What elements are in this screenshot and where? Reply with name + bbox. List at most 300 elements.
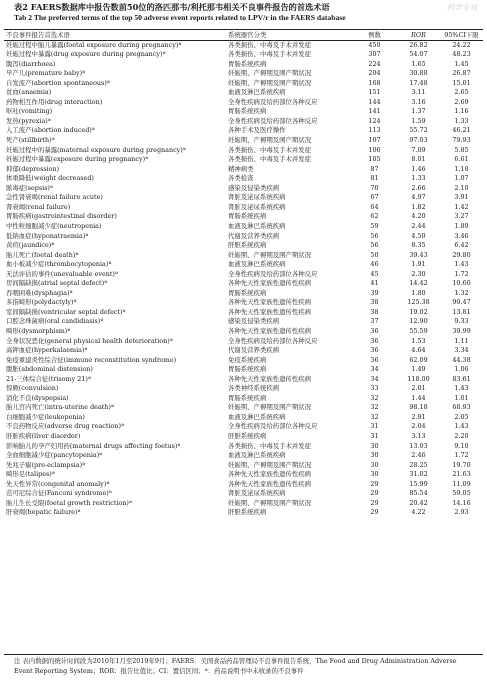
cell-preferred-term: 白细胞减少症(leukopenia) — [6, 412, 85, 421]
cell-ror: 2.01 — [411, 384, 426, 393]
cell-ror: 2.04 — [411, 422, 426, 431]
cell-system-organ-class: 胃肠系统疾病 — [228, 365, 267, 374]
table-row — [4, 97, 483, 107]
cell-preferred-term: 无法评估的事件(unevaluable event)ª — [6, 269, 118, 278]
cell-count: 38 — [370, 307, 379, 316]
cell-preferred-term: 自发流产(abortion spontaneous)ª — [6, 78, 110, 87]
cell-preferred-term: 免疫重建炎性综合征(immune reconstitution syndrome) — [6, 355, 177, 364]
cell-preferred-term: 口腔念珠菌病(oral candidiasis)ª — [6, 317, 104, 326]
cell-ror: 8.35 — [411, 241, 426, 250]
cell-count: 36 — [370, 355, 379, 364]
cell-preferred-term: 腹泻(diarrhoea) — [6, 59, 56, 68]
cell-count: 151 — [368, 88, 381, 97]
table-row — [4, 78, 483, 88]
cell-ror: 118.00 — [407, 374, 430, 383]
cell-preferred-term: 胎儿宫内死亡(intra-uterine death)ª — [6, 403, 114, 412]
table-row — [4, 336, 483, 346]
cell-preferred-term: 全血细胞减少症(pancytopenia)ª — [6, 451, 103, 460]
cell-preferred-term: 胎儿生长受限(foetal growth restriction)ª — [6, 498, 132, 507]
cell-system-organ-class: 肝胆系统疾病 — [228, 431, 267, 440]
cell-preferred-term: 肝脏疾病(liver disorder) — [6, 431, 81, 440]
cell-ci-lower: 29.80 — [452, 250, 471, 259]
cell-system-organ-class: 感染及侵染类疾病 — [228, 183, 280, 192]
cell-preferred-term: 房间隔缺损(atrial septal defect)ª — [6, 279, 108, 288]
table-footnote: 注 表内数据的统计时间段为2010年1月至2019年9月；FAERS：美国食品药品管理局不良事件报告系统，The Food and Drug Administration Adverse Event Reporting System；ROR：报告比值比；CI：置信区间；ª：药品说明书中未收录的不良事件 — [14, 657, 457, 675]
cell-ci-lower: 44.38 — [452, 355, 471, 364]
cell-ror: 1.82 — [411, 202, 426, 211]
cell-preferred-term: 胎儿死亡(foetal death)ª — [6, 250, 79, 259]
table-row — [4, 107, 483, 117]
table-row — [4, 231, 483, 241]
cell-system-organ-class: 妊娠期、产褥期及围产期状况 — [228, 403, 312, 412]
cell-ror: 62.09 — [409, 355, 428, 364]
cell-system-organ-class: 妊娠期、产褥期及围产期状况 — [228, 136, 312, 145]
cell-system-organ-class: 血液及淋巴系统疾病 — [228, 88, 286, 97]
cell-system-organ-class: 各种先天性家族性遗传性疾病 — [228, 326, 312, 335]
cell-preferred-term: 吞咽困难(dysphagia)ª — [6, 288, 73, 297]
cell-ci-lower: 59.05 — [452, 489, 471, 498]
cell-count: 87 — [370, 164, 379, 173]
cell-system-organ-class: 代谢及营养类疾病 — [228, 346, 280, 355]
table-row — [4, 260, 483, 270]
cell-preferred-term: 中性粒细胞减少症(neutropenia) — [6, 221, 102, 230]
table-row — [4, 393, 483, 403]
cell-preferred-term: 死产(stillbirth)ª — [6, 136, 55, 145]
table-row — [4, 269, 483, 279]
cell-ror: 1.49 — [411, 365, 426, 374]
cell-system-organ-class: 全身性疾病及给药部位各种反应 — [228, 97, 318, 106]
header-preferred-term: 不良事件报告首选术语 — [6, 30, 70, 39]
cell-ci-lower: 21.63 — [452, 470, 471, 479]
cell-count: 31 — [370, 422, 379, 431]
cell-system-organ-class: 血液及淋巴系统疾病 — [228, 221, 286, 230]
cell-ror: 85.54 — [409, 489, 428, 498]
adverse-event-table — [4, 30, 483, 517]
cell-count: 56 — [370, 241, 379, 250]
cell-preferred-term: 畸形足(talipes)ª — [6, 470, 55, 479]
cell-ci-lower: 6.42 — [454, 241, 469, 250]
cell-preferred-term: 抑郁(depression) — [6, 164, 60, 173]
cell-ror: 55.72 — [409, 126, 428, 135]
table-row — [4, 346, 483, 356]
cell-preferred-term: 妊娠过程中胎儿暴露(foetal exposure during pregnancy)ª — [6, 40, 182, 49]
cell-system-organ-class: 代谢及营养类疾病 — [228, 231, 280, 240]
cell-preferred-term: 高钾血症(hyperkalaemia)ª — [6, 346, 88, 355]
cell-ror: 20.42 — [409, 498, 428, 507]
cell-count: 70 — [370, 183, 379, 192]
cell-count: 144 — [368, 97, 381, 106]
cell-ci-lower: 2.05 — [454, 412, 469, 421]
cell-system-organ-class: 免疫系统疾病 — [228, 355, 267, 364]
cell-ci-lower: 11.09 — [452, 479, 471, 488]
cell-ror: 2.44 — [411, 221, 426, 230]
cell-system-organ-class: 各类检查 — [228, 174, 254, 183]
cell-ror: 2.30 — [411, 269, 426, 278]
cell-count: 45 — [370, 269, 379, 278]
cell-ci-lower: 5.85 — [454, 145, 469, 154]
cell-count: 59 — [370, 221, 379, 230]
cell-system-organ-class: 血液及淋巴系统疾病 — [228, 260, 286, 269]
cell-preferred-term: 脓毒症(sepsis)ª — [6, 183, 53, 192]
cell-preferred-term: 妊娠过程中暴露(drug exposure during pregnancy)ª — [6, 50, 166, 59]
cell-system-organ-class: 全身性疾病及给药部位各种反应 — [228, 116, 318, 125]
cell-preferred-term: 腹胀(abdominal distension) — [6, 365, 93, 374]
cell-ror: 8.01 — [411, 155, 426, 164]
cell-preferred-term: 全身状况恶化(general physical health deterioration)ª — [6, 336, 173, 345]
cell-ci-lower: 24.22 — [452, 40, 471, 49]
cell-preferred-term: 先天性异常(congenital anomaly)ª — [6, 479, 110, 488]
cell-system-organ-class: 肾脏及泌尿系统疾病 — [228, 202, 286, 211]
cell-ci-lower: 14.16 — [452, 498, 471, 507]
cell-system-organ-class: 感染及侵染类疾病 — [228, 317, 280, 326]
table-row — [4, 288, 483, 298]
cell-system-organ-class: 血液及淋巴系统疾病 — [228, 451, 286, 460]
cell-count: 32 — [370, 393, 379, 402]
table-row — [4, 250, 483, 260]
table-row — [4, 221, 483, 231]
header-ror: ROR — [411, 30, 426, 39]
cell-system-organ-class: 胃肠系统疾病 — [228, 393, 267, 402]
cell-system-organ-class: 胃肠系统疾病 — [228, 288, 267, 297]
cell-preferred-term: 畸形(dysmorphism)ª — [6, 326, 71, 335]
table-row — [4, 135, 483, 145]
cell-ror: 125.38 — [407, 298, 430, 307]
cell-count: 204 — [368, 69, 381, 78]
table-row — [4, 240, 483, 250]
cell-system-organ-class: 各种先天性家族性遗传性疾病 — [228, 374, 312, 383]
cell-ci-lower: 3.34 — [454, 346, 469, 355]
cell-system-organ-class: 妊娠期、产褥期及围产期状况 — [228, 250, 312, 259]
cell-system-organ-class: 肾脏及泌尿系统疾病 — [228, 193, 286, 202]
header-count: 例数 — [368, 30, 381, 39]
cell-count: 50 — [370, 250, 379, 259]
cell-ci-lower: 1.06 — [454, 365, 469, 374]
cell-ror: 1.59 — [411, 116, 426, 125]
table-row — [4, 88, 483, 98]
cell-count: 32 — [370, 412, 379, 421]
cell-system-organ-class: 各类损伤、中毒及手术并发症 — [228, 145, 312, 154]
cell-ror: 2.66 — [411, 183, 426, 192]
bottom-rule — [4, 654, 483, 655]
cell-count: 34 — [370, 374, 379, 383]
cell-system-organ-class: 各类损伤、中毒及手术并发症 — [228, 441, 312, 450]
table-row — [4, 451, 483, 461]
cell-count: 124 — [368, 116, 381, 125]
cell-count: 39 — [370, 288, 379, 297]
cell-system-organ-class: 胃肠系统疾病 — [228, 212, 267, 221]
table-body — [4, 40, 483, 517]
cell-ci-lower: 9.10 — [454, 441, 469, 450]
cell-ci-lower: 1.45 — [454, 59, 469, 68]
table-row — [4, 470, 483, 480]
cell-count: 30 — [370, 451, 379, 460]
table-row — [4, 384, 483, 394]
table-row — [4, 365, 483, 375]
cell-ror: 3.11 — [411, 88, 426, 97]
cell-ci-lower: 1.16 — [454, 107, 469, 116]
cell-ror: 31.02 — [409, 470, 428, 479]
table-row — [4, 40, 483, 50]
cell-ror: 1.65 — [411, 59, 426, 68]
cell-system-organ-class: 全身性疾病及给药部位各种反应 — [228, 336, 318, 345]
cell-count: 450 — [368, 40, 381, 49]
cell-ror: 1.46 — [411, 164, 426, 173]
cell-ror: 7.09 — [411, 145, 426, 154]
cell-preferred-term: 急性肾衰竭(renal failure acute) — [6, 193, 103, 202]
cell-ci-lower: 1.43 — [454, 260, 469, 269]
cell-system-organ-class: 各类损伤、中毒及手术并发症 — [228, 155, 312, 164]
cell-preferred-term: 影响胎儿的孕产妇用药(maternal drugs affecting foetus)ª — [6, 441, 181, 450]
cell-system-organ-class: 各种先天性家族性遗传性疾病 — [228, 479, 312, 488]
cell-count: 37 — [370, 317, 379, 326]
cell-system-organ-class: 妊娠期、产褥期及围产期状况 — [228, 78, 312, 87]
cell-count: 107 — [368, 136, 381, 145]
cell-ci-lower: 26.87 — [452, 69, 471, 78]
cell-preferred-term: 妊娠过程中暴露(exposure during pregnancy)ª — [6, 155, 149, 164]
cell-count: 29 — [370, 479, 379, 488]
cell-preferred-term: 体重降低(weight decreased) — [6, 174, 94, 183]
cell-system-organ-class: 精神病类 — [228, 164, 254, 173]
cell-preferred-term: 胃肠疾病(gastrointestinal disorder) — [6, 212, 117, 221]
cell-system-organ-class: 妊娠期、产褥期及围产期状况 — [228, 498, 312, 507]
cell-ror: 19.02 — [409, 307, 428, 316]
cell-ror: 17.48 — [409, 78, 428, 87]
cell-count: 36 — [370, 346, 379, 355]
cell-count: 113 — [368, 126, 381, 135]
cell-ror: 13.03 — [409, 441, 428, 450]
cell-system-organ-class: 胃肠系统疾病 — [228, 107, 267, 116]
cell-ror: 4.64 — [411, 346, 426, 355]
cell-ci-lower: 83.61 — [452, 374, 471, 383]
header-ci-lower: 95%CI下限 — [444, 30, 479, 39]
cell-count: 64 — [370, 202, 379, 211]
cell-count: 30 — [370, 460, 379, 469]
cell-system-organ-class: 各类损伤、中毒及手术并发症 — [228, 50, 312, 59]
cell-system-organ-class: 各种先天性家族性遗传性疾病 — [228, 470, 312, 479]
cell-ror: 2.46 — [411, 451, 426, 460]
cell-ci-lower: 39.99 — [452, 326, 471, 335]
table-row — [4, 145, 483, 155]
cell-preferred-term: 肾衰竭(renal failure) — [6, 202, 71, 211]
cell-count: 32 — [370, 403, 379, 412]
cell-ci-lower: 1.43 — [454, 384, 469, 393]
table-row — [4, 59, 483, 69]
cell-ror: 30.88 — [409, 69, 428, 78]
cell-ror: 2.91 — [411, 412, 426, 421]
cell-ror: 3.16 — [411, 97, 426, 106]
cell-system-organ-class: 肝胆系统疾病 — [228, 508, 267, 517]
cell-preferred-term: 不良药物反应(adverse drug reaction)ª — [6, 422, 124, 431]
cell-system-organ-class: 全身性疾病及给药部位各种反应 — [228, 269, 318, 278]
table-row — [4, 69, 483, 79]
cell-preferred-term: 肝衰竭(hepatic failure)ª — [6, 508, 81, 517]
table-row — [4, 431, 483, 441]
table-row — [4, 441, 483, 451]
cell-count: 29 — [370, 489, 379, 498]
cell-count: 46 — [370, 260, 379, 269]
cell-count: 31 — [370, 431, 379, 440]
cell-system-organ-class: 血液及淋巴系统疾病 — [228, 412, 286, 421]
cell-count: 41 — [370, 279, 379, 288]
cell-preferred-term: 呕吐(vomiting) — [6, 107, 53, 116]
cell-ci-lower: 48.23 — [452, 50, 471, 59]
table-row — [4, 126, 483, 136]
cell-ci-lower: 1.72 — [454, 269, 469, 278]
cell-ror: 4.20 — [411, 212, 426, 221]
cell-preferred-term: 血小板减少症(thrombocytopenia)ª — [6, 260, 112, 269]
table-title-chinese: 表2 FAERS数据库中报告数前50位的洛匹那韦/利托那韦相关不良事件报告的首选术语 — [14, 2, 330, 12]
cell-preferred-term: 消化不良(dyspepsia) — [6, 393, 69, 402]
cell-ror: 12.90 — [409, 317, 428, 326]
cell-preferred-term: 人工流产(abortion induced)ª — [6, 126, 95, 135]
table-row — [4, 317, 483, 327]
cell-system-organ-class: 各类神经系统疾病 — [228, 384, 280, 393]
cell-ror: 1.33 — [411, 174, 426, 183]
cell-count: 62 — [370, 212, 379, 221]
cell-ci-lower: 68.93 — [452, 403, 471, 412]
table-row — [4, 193, 483, 203]
cell-ror: 4.50 — [411, 231, 426, 240]
cell-ci-lower: 10.60 — [452, 279, 471, 288]
cell-ci-lower: 15.01 — [452, 78, 471, 87]
cell-ci-lower: 2.69 — [454, 97, 469, 106]
cell-count: 30 — [370, 441, 379, 450]
cell-system-organ-class: 妊娠期、产褥期及围产期状况 — [228, 460, 312, 469]
table-row — [4, 498, 483, 508]
table-row — [4, 403, 483, 413]
cell-count: 106 — [368, 145, 381, 154]
cell-preferred-term: 早产儿(premature baby)ª — [6, 69, 86, 78]
cell-ror: 1.91 — [411, 260, 426, 269]
cell-count: 105 — [368, 155, 381, 164]
cell-system-organ-class: 各种先天性家族性遗传性疾病 — [228, 298, 312, 307]
cell-ror: 55.59 — [409, 326, 428, 335]
cell-ror: 54.07 — [409, 50, 428, 59]
cell-ci-lower: 1.42 — [454, 202, 469, 211]
table-row — [4, 202, 483, 212]
cell-preferred-term: 发热(pyrexia)ª — [6, 116, 51, 125]
cell-preferred-term: 贫血(anaemia) — [6, 88, 52, 97]
cell-ror: 15.99 — [409, 479, 428, 488]
cell-system-organ-class: 各种先天性家族性遗传性疾病 — [228, 279, 312, 288]
cell-system-organ-class: 各种先天性家族性遗传性疾病 — [228, 307, 312, 316]
table-row — [4, 298, 483, 308]
cell-ci-lower: 19.70 — [452, 460, 471, 469]
cell-ci-lower: 3.91 — [454, 193, 469, 202]
cell-system-organ-class: 胃肠系统疾病 — [228, 59, 267, 68]
cell-system-organ-class: 全身性疾病及给药部位各种反应 — [228, 422, 318, 431]
cell-system-organ-class: 各种手术及医疗操作 — [228, 126, 286, 135]
cell-ci-lower: 2.93 — [454, 508, 469, 517]
table-title-english: Tab 2 The preferred terms of the top 50 adverse event reports related to LPV/r in the FAERS database — [14, 13, 346, 22]
table-row — [4, 479, 483, 489]
table-row — [4, 412, 483, 422]
cell-ci-lower: 1.18 — [454, 164, 469, 173]
cell-count: 307 — [368, 50, 381, 59]
cell-preferred-term: 低钠血症(hyponatraemia)ª — [6, 231, 89, 240]
cell-preferred-term: 妊娠过程中的暴露(maternal exposure during pregnancy)ª — [6, 145, 186, 154]
cell-count: 168 — [368, 78, 381, 87]
header-system-organ-class: 系统器官分类 — [228, 30, 267, 39]
cell-preferred-term: 范可尼综合征(Fanconi syndrome)ª — [6, 489, 112, 498]
cell-ror: 26.82 — [409, 40, 428, 49]
cell-ci-lower: 90.47 — [452, 298, 471, 307]
cell-preferred-term: 21-三体综合征(trisomy 21)ª — [6, 374, 91, 383]
table-row — [4, 50, 483, 60]
cell-count: 67 — [370, 193, 379, 202]
table-row — [4, 183, 483, 193]
cell-ci-lower: 3.27 — [454, 212, 469, 221]
cell-system-organ-class: 妊娠期、产褥期及围产期状况 — [228, 69, 312, 78]
cell-ror: 14.42 — [409, 279, 428, 288]
cell-count: 36 — [370, 336, 379, 345]
cell-ci-lower: 1.32 — [454, 288, 469, 297]
cell-ror: 1.53 — [411, 336, 426, 345]
cell-count: 56 — [370, 231, 379, 240]
watermark: 药学专刊 — [447, 3, 477, 12]
cell-ror: 98.18 — [409, 403, 428, 412]
cell-preferred-term: 惊厥(convulsion) — [6, 384, 59, 393]
cell-system-organ-class: 各类损伤、中毒及手术并发症 — [228, 40, 312, 49]
cell-ci-lower: 46.21 — [452, 126, 471, 135]
cell-ci-lower: 2.20 — [454, 431, 469, 440]
cell-ci-lower: 1.07 — [454, 174, 469, 183]
cell-ror: 97.03 — [409, 136, 428, 145]
table-row — [4, 374, 483, 384]
cell-count: 224 — [368, 59, 381, 68]
table-row — [4, 155, 483, 165]
table-row — [4, 460, 483, 470]
cell-system-organ-class: 肾脏及泌尿系统疾病 — [228, 489, 286, 498]
cell-ror: 4.97 — [411, 193, 426, 202]
table-row — [4, 174, 483, 184]
cell-preferred-term: 多指畸形(polydactyly)ª — [6, 298, 77, 307]
cell-count: 30 — [370, 470, 379, 479]
cell-count: 141 — [368, 107, 381, 116]
cell-ci-lower: 6.61 — [454, 155, 469, 164]
cell-ror: 1.44 — [411, 393, 426, 402]
cell-ci-lower: 79.93 — [452, 136, 471, 145]
table-header — [4, 30, 483, 40]
table-row — [4, 508, 483, 518]
table-row — [4, 326, 483, 336]
table-row — [4, 212, 483, 222]
table-row — [4, 355, 483, 365]
cell-ci-lower: 2.10 — [454, 183, 469, 192]
table-row — [4, 307, 483, 317]
cell-ci-lower: 9.33 — [454, 317, 469, 326]
cell-count: 33 — [370, 384, 379, 393]
table-row — [4, 422, 483, 432]
cell-ror: 1.37 — [411, 107, 426, 116]
cell-count: 38 — [370, 298, 379, 307]
cell-preferred-term: 室间隔缺损(ventricular septal defect)ª — [6, 307, 126, 316]
cell-count: 34 — [370, 365, 379, 374]
cell-ror: 39.43 — [409, 250, 428, 259]
cell-ci-lower: 2.65 — [454, 88, 469, 97]
cell-ci-lower: 1.72 — [454, 451, 469, 460]
cell-count: 29 — [370, 498, 379, 507]
cell-ror: 1.80 — [411, 288, 426, 297]
table-row — [4, 279, 483, 289]
cell-count: 29 — [370, 508, 379, 517]
cell-ci-lower: 1.33 — [454, 116, 469, 125]
cell-ror: 3.13 — [411, 431, 426, 440]
cell-ror: 28.25 — [409, 460, 428, 469]
cell-ci-lower: 1.89 — [454, 221, 469, 230]
cell-count: 36 — [370, 326, 379, 335]
cell-ror: 4.22 — [411, 508, 426, 517]
